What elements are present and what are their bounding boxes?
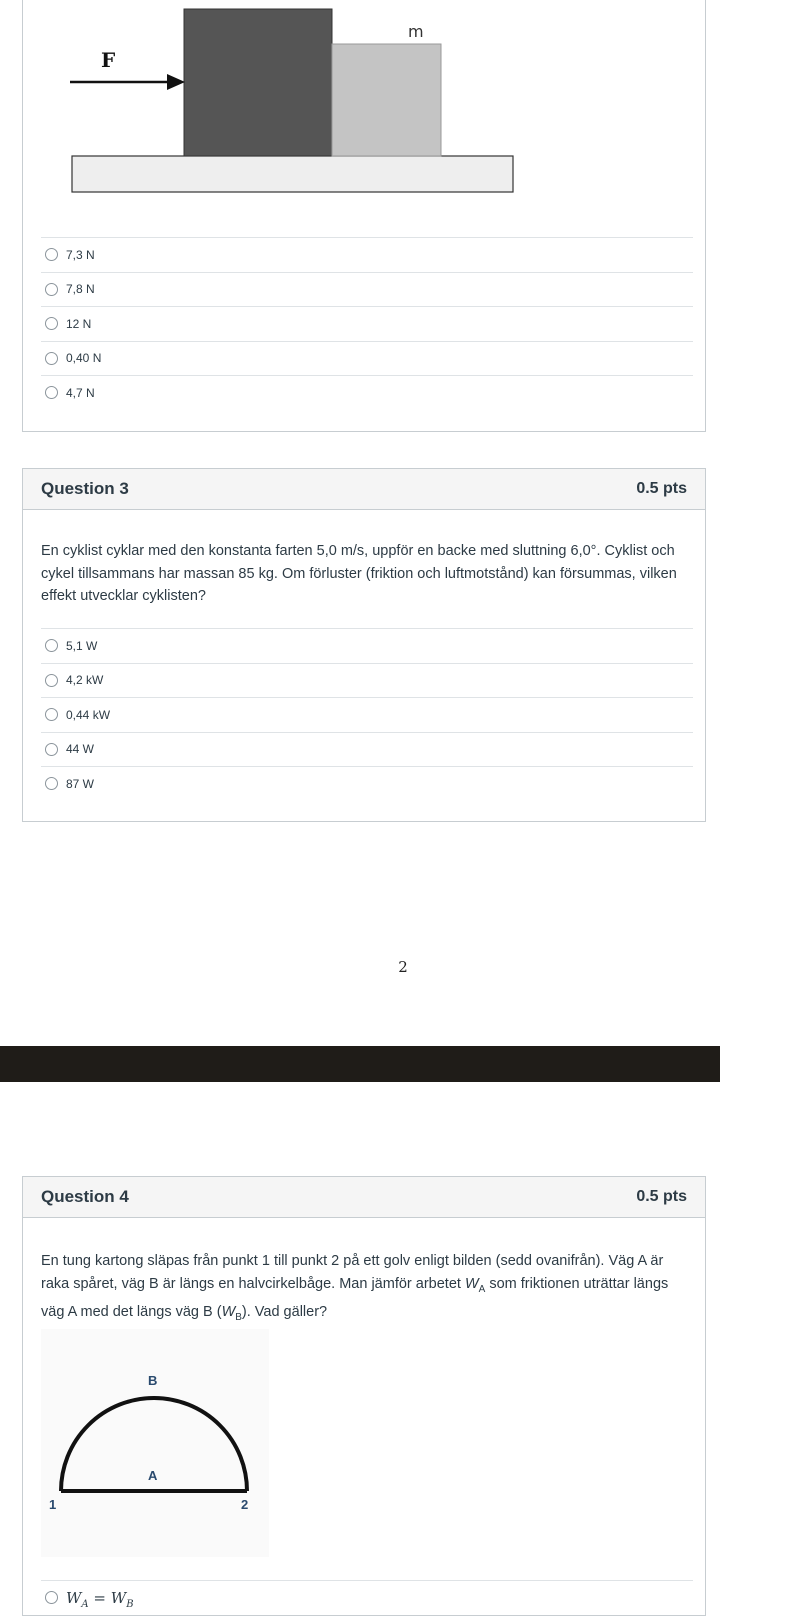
answer-label: 0,40 N [66, 351, 102, 366]
answer-option[interactable] [41, 1580, 693, 1615]
answer-label: 5,1 W [66, 638, 98, 653]
radio-button[interactable] [45, 386, 58, 399]
radio-button[interactable] [45, 1591, 58, 1604]
mass-label: m [408, 22, 424, 41]
answer-option[interactable] [41, 272, 693, 307]
question-text: En cyklist cyklar med den konstanta farten 5,0 m/s, uppför en backe med sluttning 6,0°. Cyklist och cykel tillsammans har massan 85 kg. Om förluster (friktion och luftmotstånd) kan försummas, vilken effekt utvecklar cyklisten? [41, 543, 677, 604]
answer-option[interactable] [41, 732, 693, 767]
answer-label: 4,2 kW [66, 673, 104, 688]
question-4-card [22, 1176, 706, 1616]
q4-answer-list [41, 1580, 693, 1615]
answer-option[interactable] [41, 341, 693, 376]
question-points: 0.5 pts [636, 1188, 687, 1205]
radio-button[interactable] [45, 283, 58, 296]
small-block-m [332, 44, 441, 156]
label-a: A [148, 1468, 158, 1483]
question-header [23, 469, 705, 510]
question-title: Question 3 [41, 479, 129, 498]
label-point-2: 2 [241, 1497, 249, 1512]
force-label: F [101, 48, 116, 72]
page-separator-bar [0, 1046, 720, 1082]
question-2-card [22, 0, 706, 432]
answer-label: 0,44 kW [66, 707, 111, 722]
question-points: 0.5 pts [636, 480, 687, 497]
question-3-card [22, 468, 706, 822]
question-text: En tung kartong släpas från punkt 1 till punkt 2 på ett golv enligt bilden (sedd ovanifrån). Väg A är raka spåret, väg B är längs en halvcirkelbåge. Man jämför arbetet $W_A$ som friktionen uträttar längs väg A med det längs väg B $(W_B)$. Vad gäller? [41, 1253, 669, 1323]
answer-option[interactable] [41, 628, 693, 663]
label-point-1: 1 [49, 1497, 57, 1512]
q2-answer-list [41, 237, 693, 410]
radio-button[interactable] [45, 317, 58, 330]
answer-label: $W_A = W_B$ [66, 1589, 134, 1610]
radio-button[interactable] [45, 352, 58, 365]
answer-option[interactable] [41, 697, 693, 732]
answer-option[interactable] [41, 663, 693, 698]
path-diagram [41, 1329, 269, 1557]
radio-button[interactable] [45, 639, 58, 652]
page-number: 2 [398, 958, 408, 976]
label-b: B [148, 1373, 158, 1388]
radio-button[interactable] [45, 674, 58, 687]
answer-option[interactable] [41, 306, 693, 341]
answer-label: 87 W [66, 776, 95, 791]
block-force-figure [23, 0, 707, 239]
answer-label: 7,3 N [66, 247, 95, 262]
force-arrow-head [167, 74, 185, 90]
answer-label: 12 N [66, 316, 92, 331]
answer-label: 7,8 N [66, 282, 95, 297]
answer-option[interactable] [41, 237, 693, 272]
radio-button[interactable] [45, 743, 58, 756]
large-block [184, 9, 332, 156]
answer-option[interactable] [41, 375, 693, 410]
radio-button[interactable] [45, 248, 58, 261]
question-title: Question 4 [41, 1187, 129, 1206]
radio-button[interactable] [45, 777, 58, 790]
q3-answer-list [41, 628, 693, 801]
answer-label: 4,7 N [66, 385, 95, 400]
answer-option[interactable] [41, 766, 693, 801]
floor-surface [72, 156, 513, 192]
radio-button[interactable] [45, 708, 58, 721]
answer-label: 44 W [66, 742, 95, 757]
question-header [23, 1177, 705, 1218]
